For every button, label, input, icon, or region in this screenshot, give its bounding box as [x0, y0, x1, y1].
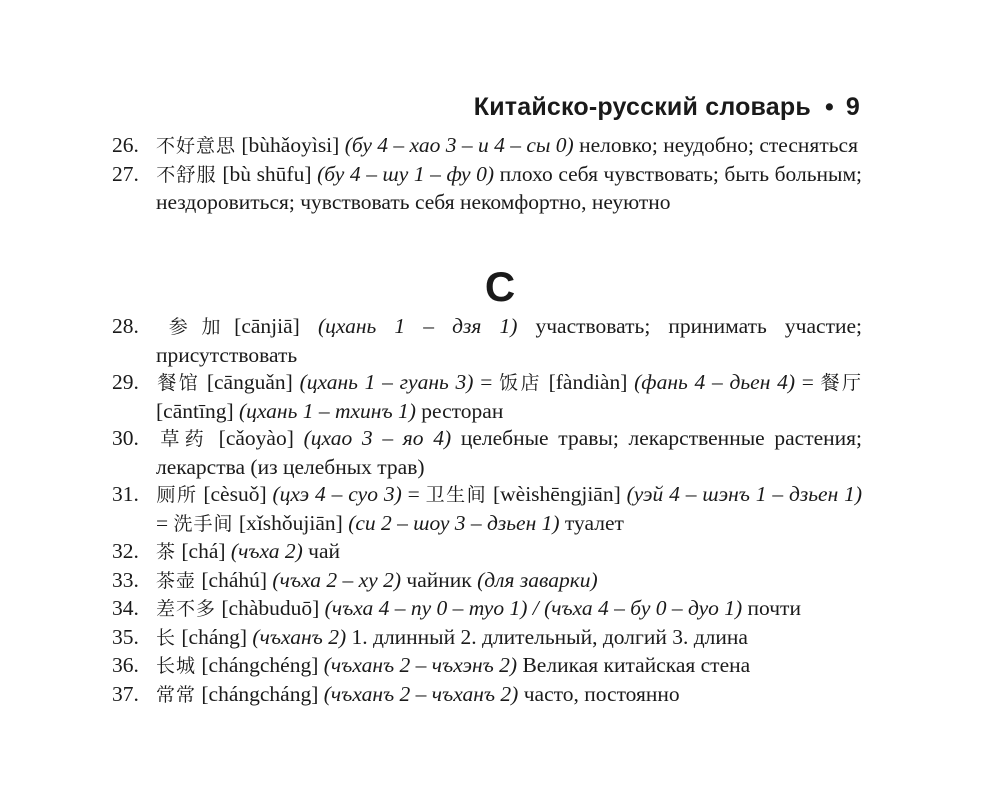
entry-hanzi: 长城: [156, 655, 197, 677]
entry-number: 33.: [112, 567, 139, 592]
running-head: [474, 93, 860, 122]
entry-pinyin: [chángcháng]: [201, 681, 319, 706]
dictionary-entry: [112, 132, 862, 161]
entry-pinyin: [bù shūfu]: [222, 161, 312, 186]
entry-pinyin-variant: [wèishēngjiān]: [492, 482, 621, 506]
entry-meaning: Великая китайская стена: [522, 653, 751, 677]
entry-meaning: участвовать; принимать участие; присутствовать: [156, 314, 862, 367]
entry-pronunciation: (цхань 1 – гуань 3): [299, 370, 474, 394]
running-head-title: Китайско-русский словарь: [473, 93, 811, 121]
entry-pinyin: [chá]: [181, 539, 226, 563]
entry-pronunciation: (чъха 2 – ху 2): [272, 567, 402, 592]
entry-meaning: целебные травы; лекарственные растения; лекарства (из целебных трав): [156, 426, 863, 479]
entries-section-b: [112, 132, 862, 217]
entry-hanzi: 餐馆: [156, 372, 201, 394]
dictionary-entry: [112, 481, 862, 538]
entry-pinyin: [cānjiā]: [234, 314, 300, 338]
entry-number: 36.: [112, 653, 139, 677]
entry-pronunciation-variant: (цхань 1 – тхинъ 1): [238, 398, 416, 423]
entry-pronunciation: (бу 4 – шу 1 – фу 0): [317, 161, 495, 186]
dictionary-entry: [112, 369, 862, 425]
entry-pronunciation: (бу 4 – хао 3 – и 4 – сы 0): [344, 133, 574, 157]
entry-hanzi: 茶壶: [156, 569, 197, 592]
entry-number: 29.: [112, 370, 139, 394]
equals-sign: =: [480, 370, 493, 394]
entry-pinyin: [cèsuǒ]: [203, 482, 267, 506]
entry-hanzi: 常常: [156, 683, 197, 706]
dictionary-entry: [112, 161, 862, 217]
entry-hanzi: 不舒服: [156, 163, 217, 186]
entry-pinyin-variant: [cāntīng]: [156, 398, 234, 423]
entry-meaning: часто, постоянно: [523, 681, 680, 706]
entry-pronunciation: (чъха 4 – пу 0 – туо 1) / (чъха 4 – бу 0 – дуо 1): [324, 596, 743, 620]
entry-pinyin: [chàbuduō]: [221, 596, 320, 620]
entry-number: 31.: [112, 482, 139, 506]
entry-pronunciation: (чъханъ 2): [252, 624, 347, 649]
entry-hanzi: 不好意思: [156, 135, 237, 157]
dictionary-entry: [112, 538, 862, 567]
entry-meaning: почти: [747, 596, 801, 620]
entry-hanzi: 厕所: [156, 484, 198, 506]
entry-pinyin-variant: [xǐshǒujiān]: [238, 510, 343, 535]
dictionary-entry: [112, 624, 862, 653]
entry-meaning: чай: [308, 539, 341, 563]
entry-number: 28.: [112, 314, 139, 338]
entry-pronunciation-variant: (си 2 – шоу 3 – дзьен 1): [348, 510, 560, 535]
running-head-bullet: •: [824, 93, 834, 121]
entry-number: 37.: [112, 681, 139, 706]
entry-number: 26.: [112, 133, 139, 157]
entry-pronunciation: (цхао 3 – яо 4): [303, 426, 452, 450]
entry-pinyin: [cānguǎn]: [206, 370, 293, 394]
entry-number: 34.: [112, 596, 139, 620]
entry-pronunciation: (чъханъ 2 – чъхэнъ 2): [323, 653, 518, 677]
entry-pronunciation: (цхань 1 – дзя 1): [317, 314, 518, 338]
entry-number: 27.: [112, 161, 139, 186]
entry-pinyin-variant: [fàndiàn]: [548, 370, 628, 394]
entry-hanzi-variant: 饭店: [499, 372, 542, 394]
dictionary-entry: [112, 681, 862, 710]
entry-meaning: туалет: [564, 510, 624, 535]
entry-number: 30.: [112, 426, 139, 450]
entry-hanzi: 长: [156, 626, 177, 649]
entry-hanzi: 茶: [156, 541, 177, 563]
entry-pronunciation-variant: (уэй 4 – шэнъ 1 – дзьен 1): [626, 482, 863, 506]
entry-meaning: ресторан: [421, 398, 504, 423]
entry-meaning: неловко; неудобно; стесняться: [579, 133, 858, 157]
equals-sign: =: [407, 482, 420, 506]
entry-pinyin: [cháhú]: [201, 567, 268, 592]
equals-sign: =: [801, 370, 814, 394]
entry-note: (для заварки): [477, 567, 598, 592]
entry-meaning: чайник: [406, 567, 472, 592]
entry-hanzi: 差不多: [156, 598, 217, 620]
entry-pinyin: [cháng]: [181, 624, 248, 649]
entry-pinyin: [cǎoyào]: [218, 426, 294, 450]
entry-meaning: 1. длинный 2. длительный, долгий 3. длина: [351, 624, 748, 649]
entry-pinyin: [chángchéng]: [201, 653, 319, 677]
entry-hanzi-variant: 餐厅: [820, 372, 863, 394]
section-letter-heading: С: [484, 263, 516, 310]
page-number: 9: [845, 93, 860, 121]
entry-pinyin: [bùhǎoyìsi]: [241, 133, 340, 157]
entry-pronunciation-variant: (фань 4 – дьен 4): [634, 370, 796, 394]
entry-hanzi-variant: 卫生间: [425, 484, 488, 506]
entry-hanzi: 参加: [156, 316, 235, 338]
entry-hanzi-variant: 洗手间: [173, 512, 234, 535]
entries-section-s: [112, 313, 862, 709]
dictionary-entry: [112, 313, 862, 369]
entry-meaning: плохо себя чувствовать; быть больным; нездоровиться; чувствовать себя некомфортно, неуютно: [156, 161, 863, 214]
entry-pronunciation: (чъха 2): [230, 539, 303, 563]
equals-sign: =: [156, 510, 169, 535]
entry-hanzi: 草药: [156, 428, 209, 450]
dictionary-entry: [112, 652, 862, 681]
entry-pronunciation: (цхэ 4 – суо 3): [272, 482, 402, 506]
entry-number: 35.: [112, 624, 139, 649]
dictionary-entry: [112, 567, 862, 596]
dictionary-entry: [112, 425, 862, 481]
entry-pronunciation: (чъханъ 2 – чъханъ 2): [323, 681, 519, 706]
dictionary-entry: [112, 595, 862, 624]
entry-number: 32.: [112, 539, 139, 563]
